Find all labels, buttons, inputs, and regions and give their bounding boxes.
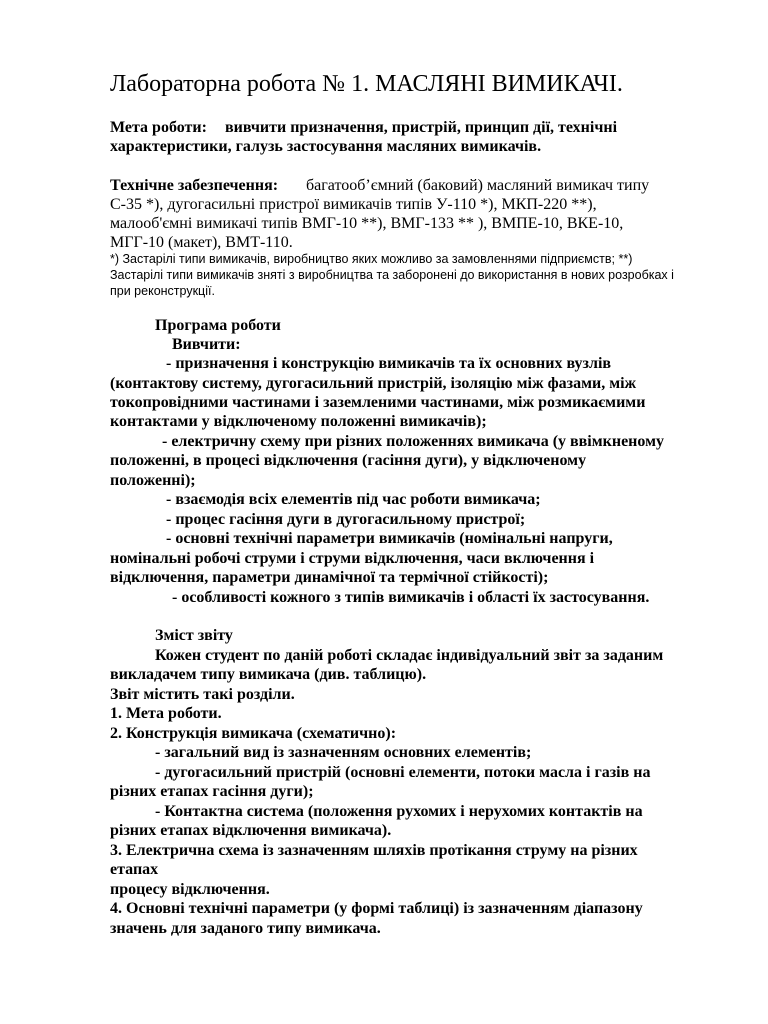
program-line: - особливості кожного з типів вимикачів і області їх застосування.	[172, 589, 650, 606]
report-line: - загальний вид із зазначенням основних елементів;	[155, 744, 532, 761]
report-heading: Зміст звіту	[155, 627, 233, 644]
report-line: процесу відключення.	[110, 881, 270, 898]
program-line: - призначення і конструкцію вимикачів та їх основних вузлів	[166, 355, 612, 372]
report-line: різних етапах відключення вимикача).	[110, 822, 392, 839]
program-line: відключення, параметри динамічної та термічної стійкості);	[110, 569, 549, 586]
program-line: номінальні робочі струми і струми відключення, часи включення і	[110, 550, 595, 567]
equipment-label: Технічне забезпечення:	[110, 177, 279, 194]
goal-text-line: характеристики, галузь застосування масляних вимикачів.	[110, 138, 542, 155]
program-line: - основні технічні параметри вимикачів (номінальні напруги,	[166, 530, 613, 547]
report-line: - Контактна система (положення рухомих і нерухомих контактів на	[155, 803, 643, 820]
program-line: - процес гасіння дуги в дугогасильному пристрої;	[166, 511, 526, 528]
report-line: значень для заданого типу вимикача.	[110, 920, 381, 937]
equipment-text-line: МГГ-10 (макет), ВМТ-110.	[110, 234, 293, 251]
report-line: викладачем типу вимикача (див. таблицю).	[110, 666, 427, 683]
equipment-text-line: багатооб’ємний (баковий) масляний вимикач типу	[306, 177, 650, 194]
report-line: Звіт містить такі розділи.	[110, 686, 295, 703]
program-line: положенні, в процесі відключення (гасіння дуги), у відключеному	[110, 452, 587, 469]
report-line: Кожен студент по даній роботі складає індивідуальний звіт за заданим	[155, 647, 664, 664]
program-line: (контактову систему, дугогасильний пристрій, ізоляцію між фазами, між	[110, 375, 637, 392]
report-line: різних етапах гасіння дуги);	[110, 783, 314, 800]
footnote-line: при реконструкції.	[110, 284, 215, 298]
equipment-text-line: С-35 *), дугогасильні пристрої вимикачів типів У-110 *), МКП-220 **),	[110, 196, 597, 213]
program-line: токопровідними частинами і заземленими частинами, між розмикаємими	[110, 394, 646, 411]
goal-text-line: вивчити призначення, пристрій, принцип дії, технічні	[225, 119, 618, 136]
report-line: - дугогасильний пристрій (основні елементи, потоки масла і газів на	[155, 764, 651, 781]
page-title: Лабораторна робота № 1. МАСЛЯНІ ВИМИКАЧІ.	[110, 71, 623, 97]
report-line: етапах	[110, 861, 159, 878]
program-line: - взаємодія всіх елементів під час роботи вимикача;	[166, 491, 541, 508]
goal-label: Мета роботи:	[110, 119, 207, 136]
footnote-line: Застарілі типи вимикачів зняті з виробництва та заборонені до використання в нових розробках і	[110, 268, 674, 282]
report-line: 2. Конструкція вимикача (схематично):	[110, 725, 397, 742]
program-line: контактами у відключеному положенні вимикачів);	[110, 413, 487, 430]
equipment-text-line: малооб'ємні вимикачі типів ВМГ-10 **), ВМГ-133 ** ), ВМПЕ-10, ВКЕ-10,	[110, 215, 624, 232]
program-line: Вивчити:	[172, 336, 241, 353]
report-line: 1. Мета роботи.	[110, 705, 222, 722]
program-line: - електричну схему при різних положеннях вимикача (у ввімкненому	[162, 433, 664, 450]
report-line: 4. Основні технічні параметри (у формі таблиці) із зазначенням діапазону	[110, 900, 643, 917]
program-heading: Програма роботи	[155, 317, 281, 334]
footnote-line: *) Застарілі типи вимикачів, виробництво яких можливо за замовленнями підприємств; **)	[110, 252, 633, 266]
report-line: 3. Електрична схема із зазначенням шляхів протікання струму на різних	[110, 842, 638, 859]
program-line: положенні);	[110, 472, 196, 489]
